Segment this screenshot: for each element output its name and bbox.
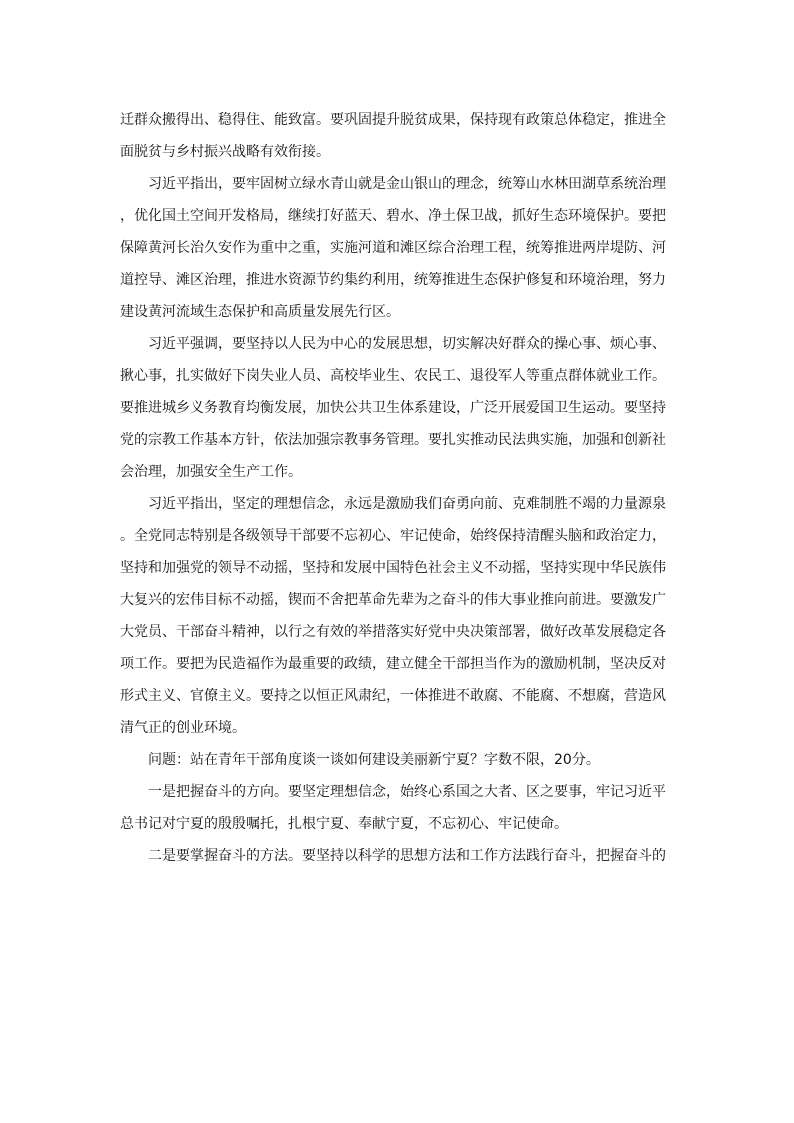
text-line: 习近平强调，要坚持以人民为中心的发展思想，切实解决好群众的操心事、烦心事、	[148, 336, 666, 352]
paragraph-answer-point-2	[120, 840, 670, 872]
text-line: 总书记对宁夏的殷殷嘱托，扎根宁夏、奉献宁夏，不忘初心、牢记使命。	[120, 816, 568, 832]
text-line: ，优化国土空间开发格局，继续打好蓝天、碧水、净土保卫战，抓好生态环境保护。要把	[120, 208, 666, 224]
paragraph-poverty-relocation	[120, 104, 670, 168]
paragraph-ecology	[120, 168, 670, 328]
text-line: 揪心事，扎实做好下岗失业人员、高校毕业生、农民工、退役军人等重点群体就业工作。	[120, 368, 666, 384]
text-line: 道控导、滩区治理，推进水资源节约集约利用，统筹推进生态保护修复和环境治理，努力	[120, 272, 666, 288]
text-line: 。全党同志特别是各级领导干部要不忘初心、牢记使命，始终保持清醒头脑和政治定力，	[120, 528, 666, 544]
question-line: 问题：站在青年干部角度谈一谈如何建设美丽新宁夏？字数不限，20分。	[148, 752, 600, 768]
text-line: 保障黄河长治久安作为重中之重，实施河道和滩区综合治理工程，统筹推进两岸堤防、河	[120, 240, 666, 256]
paragraph-answer-point-1	[120, 776, 670, 840]
text-line: 迁群众搬得出、稳得住、能致富。要巩固提升脱贫成果，保持现有政策总体稳定，推进全	[120, 112, 666, 128]
text-line: 面脱贫与乡村振兴战略有效衔接。	[120, 144, 330, 160]
document-body	[120, 104, 670, 872]
text-line: 大复兴的宏伟目标不动摇，锲而不舍把革命先辈为之奋斗的伟大事业推向前进。要激发广	[120, 592, 666, 608]
text-line: 二是要掌握奋斗的方法。要坚持以科学的思想方法和工作方法践行奋斗，把握奋斗的	[148, 848, 666, 864]
text-line: 党的宗教工作基本方针，依法加强宗教事务管理。要扎实推动民法典实施，加强和创新社	[120, 432, 666, 448]
text-line: 一是把握奋斗的方向。要坚定理想信念，始终心系国之大者、区之要事，牢记习近平	[148, 784, 666, 800]
text-line: 会治理，加强安全生产工作。	[120, 464, 302, 480]
text-line: 形式主义、官僚主义。要持之以恒正风肃纪，一体推进不敢腐、不能腐、不想腐，营造风	[120, 688, 666, 704]
paragraph-ideals	[120, 488, 670, 744]
text-line: 清气正的创业环境。	[120, 720, 246, 736]
text-line: 习近平指出，要牢固树立绿水青山就是金山银山的理念，统筹山水林田湖草系统治理	[148, 176, 666, 192]
paragraph-people-centered	[120, 328, 670, 488]
text-line: 要推进城乡义务教育均衡发展，加快公共卫生体系建设，广泛开展爱国卫生运动。要坚持	[120, 400, 666, 416]
text-line: 项工作。要把为民造福作为最重要的政绩，建立健全干部担当作为的激励机制，坚决反对	[120, 656, 666, 672]
text-line: 建设黄河流域生态保护和高质量发展先行区。	[120, 304, 400, 320]
paragraph-question	[120, 744, 670, 776]
text-line: 大党员、干部奋斗精神，以行之有效的举措落实好党中央决策部署，做好改革发展稳定各	[120, 624, 666, 640]
text-line: 习近平指出，坚定的理想信念，永远是激励我们奋勇向前、克难制胜不竭的力量源泉	[148, 496, 666, 512]
text-line: 坚持和加强党的领导不动摇，坚持和发展中国特色社会主义不动摇，坚持实现中华民族伟	[120, 560, 666, 576]
